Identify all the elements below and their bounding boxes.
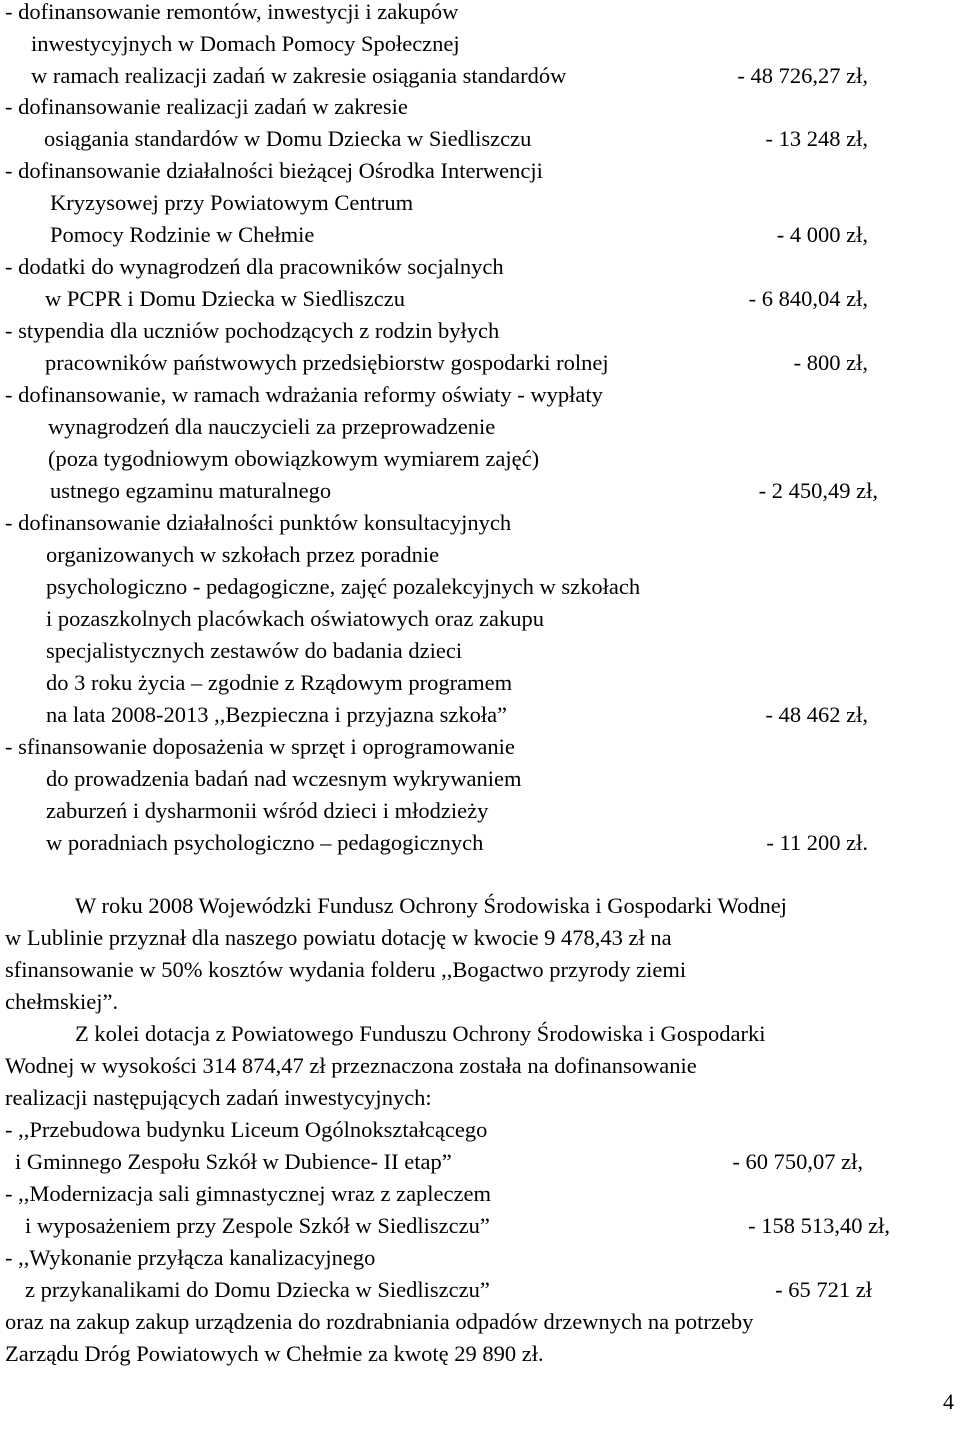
closing-line-2: Zarządu Dróg Powiatowych w Chełmie za kwotę 29 890 zł. — [5, 1341, 544, 1366]
list-item-1-line-2: inwestycyjnych w Domach Pomocy Społecznej — [31, 31, 460, 56]
list-item-1-line-1: - dofinansowanie remontów, inwestycji i zakupów — [5, 0, 459, 24]
investment-1-line-2: i Gminnego Zespołu Szkół w Dubience- II etap” — [15, 1149, 452, 1174]
investment-3-amount: - 65 721 zł — [775, 1277, 872, 1302]
paragraph-1-line-4: chełmskiej”. — [5, 989, 119, 1014]
list-item-7-line-1: - dofinansowanie działalności punktów konsultacyjnych — [5, 510, 512, 535]
investment-2-line-1: - ,,Modernizacja sali gimnastycznej wraz z zapleczem — [5, 1181, 492, 1206]
investment-2-amount: - 158 513,40 zł, — [748, 1213, 890, 1238]
list-item-2-amount: - 13 248 zł, — [765, 126, 868, 151]
list-item-1-line-3: w ramach realizacji zadań w zakresie osiągania standardów — [31, 63, 567, 88]
list-item-1-amount: - 48 726,27 zł, — [737, 63, 868, 88]
investment-2-line-2: i wyposażeniem przy Zespole Szkół w Siedliszczu” — [25, 1213, 490, 1238]
list-item-8-amount: - 11 200 zł. — [766, 830, 868, 855]
paragraph-2-line-1: Z kolei dotacja z Powiatowego Funduszu Ochrony Środowiska i Gospodarki — [75, 1021, 766, 1046]
list-item-6-amount: - 2 450,49 zł, — [758, 478, 878, 503]
list-item-3-line-2: Kryzysowej przy Powiatowym Centrum — [50, 190, 414, 215]
list-item-6-line-3: (poza tygodniowym obowiązkowym wymiarem zajęć) — [48, 446, 540, 471]
list-item-3-line-1: - dofinansowanie działalności bieżącej Ośrodka Interwencji — [5, 158, 543, 183]
list-item-5-amount: - 800 zł, — [793, 350, 868, 375]
list-item-3-line-3: Pomocy Rodzinie w Chełmie — [50, 222, 315, 247]
list-item-7-line-7: na lata 2008-2013 ,,Bezpieczna i przyjazna szkoła” — [46, 702, 508, 727]
investment-1-amount: - 60 750,07 zł, — [732, 1149, 863, 1174]
list-item-6-line-4: ustnego egzaminu maturalnego — [50, 478, 332, 503]
paragraph-1-line-2: w Lublinie przyznał dla naszego powiatu dotację w kwocie 9 478,43 zł na — [5, 925, 672, 950]
list-item-7-line-2: organizowanych w szkołach przez poradnie — [46, 542, 440, 567]
paragraph-1-line-1: W roku 2008 Wojewódzki Fundusz Ochrony Środowiska i Gospodarki Wodnej — [75, 893, 787, 918]
list-item-2-line-2: osiągania standardów w Domu Dziecka w Siedliszczu — [44, 126, 532, 151]
list-item-4-line-1: - dodatki do wynagrodzeń dla pracowników socjalnych — [5, 254, 504, 279]
page-number: 4 — [943, 1389, 954, 1414]
paragraph-1-line-3: sfinansowanie w 50% kosztów wydania folderu ,,Bogactwo przyrody ziemi — [5, 957, 687, 982]
list-item-7-line-6: do 3 roku życia – zgodnie z Rządowym programem — [46, 670, 513, 695]
list-item-8-line-2: do prowadzenia badań nad wczesnym wykrywaniem — [46, 766, 522, 791]
list-item-8-line-4: w poradniach psychologiczno – pedagogicznych — [46, 830, 484, 855]
list-item-6-line-2: wynagrodzeń dla nauczycieli za przeprowadzenie — [48, 414, 496, 439]
list-item-5-line-2: pracowników państwowych przedsiębiorstw gospodarki rolnej — [45, 350, 609, 375]
list-item-7-line-4: i pozaszkolnych placówkach oświatowych oraz zakupu — [46, 606, 544, 631]
paragraph-2-line-3: realizacji następujących zadań inwestycyjnych: — [5, 1085, 432, 1110]
list-item-7-line-5: specjalistycznych zestawów do badania dzieci — [46, 638, 463, 663]
investment-3-line-2: z przykanalikami do Domu Dziecka w Siedliszczu” — [25, 1277, 490, 1302]
closing-line-1: oraz na zakup zakup urządzenia do rozdrabniania odpadów drzewnych na potrzeby — [5, 1309, 754, 1334]
list-item-2-line-1: - dofinansowanie realizacji zadań w zakresie — [5, 94, 408, 119]
list-item-7-amount: - 48 462 zł, — [765, 702, 868, 727]
list-item-3-amount: - 4 000 zł, — [776, 222, 868, 247]
list-item-8-line-3: zaburzeń i dysharmonii wśród dzieci i młodzieży — [46, 798, 489, 823]
list-item-5-line-1: - stypendia dla uczniów pochodzących z rodzin byłych — [5, 318, 500, 343]
investment-1-line-1: - ,,Przebudowa budynku Liceum Ogólnokształcącego — [5, 1117, 488, 1142]
list-item-7-line-3: psychologiczno - pedagogiczne, zajęć pozalekcyjnych w szkołach — [46, 574, 641, 599]
list-item-6-line-1: - dofinansowanie, w ramach wdrażania reformy oświaty - wypłaty — [5, 382, 603, 407]
investment-3-line-1: - ,,Wykonanie przyłącza kanalizacyjnego — [5, 1245, 376, 1270]
list-item-4-amount: - 6 840,04 zł, — [748, 286, 868, 311]
paragraph-2-line-2: Wodnej w wysokości 314 874,47 zł przeznaczona została na dofinansowanie — [5, 1053, 697, 1078]
list-item-8-line-1: - sfinansowanie doposażenia w sprzęt i oprogramowanie — [5, 734, 515, 759]
list-item-4-line-2: w PCPR i Domu Dziecka w Siedliszczu — [45, 286, 405, 311]
